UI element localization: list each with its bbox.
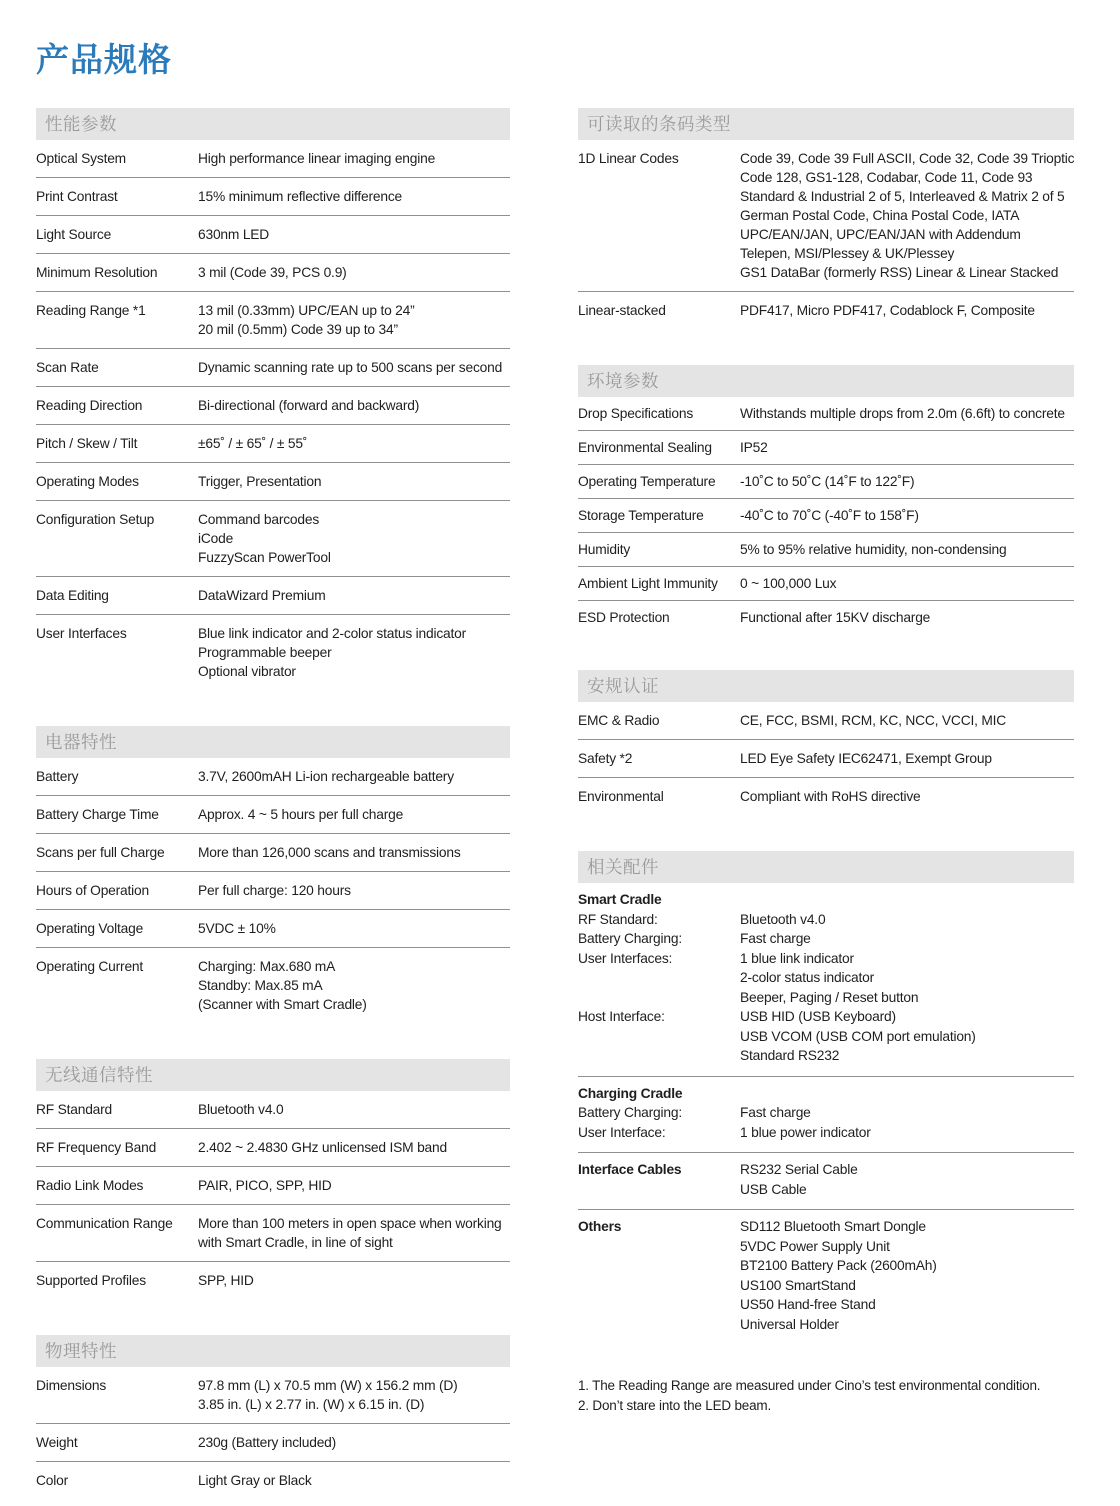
section-heading: 性能参数 xyxy=(36,108,510,140)
spec-value-line: Telepen, MSI/Plessey & UK/Plessey xyxy=(740,246,955,261)
accessory-value xyxy=(740,890,1074,910)
spec-value-line: with Smart Cradle, in line of sight xyxy=(198,1235,393,1250)
spec-value-line: 3 mil (Code 39, PCS 0.9) xyxy=(198,265,347,280)
accessory-block-interface-cables xyxy=(578,1152,1074,1209)
accessory-value: RS232 Serial Cable xyxy=(740,1162,858,1177)
spec-row-label: Communication Range xyxy=(36,1216,173,1231)
spec-row-value xyxy=(740,438,1074,457)
accessory-label xyxy=(578,1295,740,1315)
spec-row-value xyxy=(740,301,1074,320)
spec-value-line: (Scanner with Smart Cradle) xyxy=(198,997,367,1012)
spec-row xyxy=(578,777,1074,815)
spec-value-line: Withstands multiple drops from 2.0m (6.6ft) to concrete xyxy=(740,406,1065,421)
spec-row xyxy=(578,600,1074,634)
spec-row xyxy=(36,424,510,462)
footnotes xyxy=(578,1376,1074,1416)
spec-columns xyxy=(36,108,1120,1499)
spec-row xyxy=(578,464,1074,498)
spec-value-line: 5VDC ± 10% xyxy=(198,921,276,936)
spec-row xyxy=(578,291,1074,329)
spec-row-value xyxy=(198,957,510,1014)
spec-row xyxy=(36,758,510,795)
spec-row-value xyxy=(740,506,1074,525)
spec-rows xyxy=(36,758,510,1023)
accessory-block-others xyxy=(578,1209,1074,1344)
accessory-label: Smart Cradle xyxy=(578,892,662,907)
section-electrical xyxy=(36,726,510,1023)
accessory-line xyxy=(578,1217,1074,1237)
spec-row-label: Color xyxy=(36,1473,68,1488)
spec-value-line: More than 100 meters in open space when working xyxy=(198,1216,502,1231)
spec-row xyxy=(36,140,510,177)
spec-row-value xyxy=(740,404,1074,423)
spec-value-line: Trigger, Presentation xyxy=(198,474,322,489)
spec-row-label: Reading Direction xyxy=(36,398,143,413)
accessory-value: US50 Hand-free Stand xyxy=(740,1297,876,1312)
section-physical xyxy=(36,1335,510,1499)
accessory-line xyxy=(578,1237,1074,1257)
spec-row-value xyxy=(198,881,510,900)
spec-row-value xyxy=(198,510,510,567)
spec-row xyxy=(578,397,1074,430)
section-performance xyxy=(36,108,510,690)
spec-value-line: Per full charge: 120 hours xyxy=(198,883,351,898)
accessory-value: USB HID (USB Keyboard) xyxy=(740,1009,896,1024)
spec-value-line: Programmable beeper xyxy=(198,645,332,660)
spec-row-value xyxy=(198,1433,510,1452)
spec-row xyxy=(36,614,510,690)
spec-value-line: -10˚C to 50˚C (14˚F to 122˚F) xyxy=(740,474,915,489)
section-accessories xyxy=(578,851,1074,1344)
spec-row-label: Pitch / Skew / Tilt xyxy=(36,436,138,451)
spec-row-label: Hours of Operation xyxy=(36,883,149,898)
spec-row-label: Battery xyxy=(36,769,79,784)
accessory-block-smart-cradle xyxy=(578,883,1074,1076)
spec-value-line: Compliant with RoHS directive xyxy=(740,789,921,804)
accessory-line xyxy=(578,1103,1074,1123)
spec-value-line: 20 mil (0.5mm) Code 39 up to 34” xyxy=(198,322,398,337)
accessory-line xyxy=(578,1180,1074,1200)
spec-row-value xyxy=(740,608,1074,627)
spec-value-line: Optional vibrator xyxy=(198,664,296,679)
accessory-label: RF Standard: xyxy=(578,911,658,927)
accessory-line xyxy=(578,968,1074,988)
accessory-label xyxy=(578,1276,740,1296)
accessory-label xyxy=(578,1256,740,1276)
spec-row xyxy=(36,947,510,1023)
spec-rows xyxy=(578,397,1074,634)
spec-value-line: High performance linear imaging engine xyxy=(198,151,436,166)
accessory-line xyxy=(578,1007,1074,1027)
accessory-value: Fast charge xyxy=(740,1105,811,1120)
spec-value-line: Bi-directional (forward and backward) xyxy=(198,398,420,413)
spec-row-value xyxy=(198,225,510,244)
spec-value-line: 630nm LED xyxy=(198,227,270,242)
accessory-line xyxy=(578,1256,1074,1276)
spec-row-value xyxy=(198,358,510,377)
spec-row-label: Light Source xyxy=(36,227,112,242)
spec-row-label: Environmental xyxy=(578,789,664,804)
spec-row xyxy=(36,1091,510,1128)
spec-row-label: Data Editing xyxy=(36,588,109,603)
spec-row-label: Battery Charge Time xyxy=(36,807,159,822)
section-wireless xyxy=(36,1059,510,1299)
page-title: 产品规格 xyxy=(36,41,172,78)
accessory-value: 2-color status indicator xyxy=(740,970,874,985)
accessory-line xyxy=(578,1027,1074,1047)
spec-value-line: FuzzyScan PowerTool xyxy=(198,550,331,565)
spec-value-line: DataWizard Premium xyxy=(198,588,326,603)
spec-value-line: ±65˚ / ± 65˚ / ± 55˚ xyxy=(198,436,308,451)
accessory-label xyxy=(578,988,740,1008)
footnote-line: 2. Don’t stare into the LED beam. xyxy=(578,1398,772,1413)
spec-value-line: 15% minimum reflective difference xyxy=(198,189,403,204)
spec-value-line: Code 39, Code 39 Full ASCII, Code 32, Code 39 Trioptic xyxy=(740,151,1075,166)
spec-rows xyxy=(36,1367,510,1499)
spec-row-value xyxy=(198,396,510,415)
spec-value-line: Standard & Industrial 2 of 5, Interleaved & Matrix 2 of 5 xyxy=(740,189,1065,204)
spec-row xyxy=(578,532,1074,566)
spec-row-label: Supported Profiles xyxy=(36,1273,146,1288)
spec-row xyxy=(36,177,510,215)
spec-row xyxy=(36,871,510,909)
spec-value-line: Command barcodes xyxy=(198,512,320,527)
accessory-line xyxy=(578,949,1074,969)
spec-row-value xyxy=(198,434,510,453)
accessory-line xyxy=(578,1123,1074,1143)
spec-row xyxy=(36,1367,510,1423)
spec-value-line: SPP, HID xyxy=(198,1273,254,1288)
spec-row-value xyxy=(198,919,510,938)
spec-row-value xyxy=(198,767,510,786)
section-certifications xyxy=(578,670,1074,815)
spec-row-label: Ambient Light Immunity xyxy=(578,576,718,591)
spec-row xyxy=(578,566,1074,600)
spec-row xyxy=(36,1423,510,1461)
accessory-line xyxy=(578,929,1074,949)
spec-value-line: PDF417, Micro PDF417, Codablock F, Composite xyxy=(740,303,1035,318)
spec-row-label: 1D Linear Codes xyxy=(578,151,679,166)
accessory-label xyxy=(578,1237,740,1257)
spec-value-line: UPC/EAN/JAN, UPC/EAN/JAN with Addendum xyxy=(740,227,1021,242)
accessory-line xyxy=(578,1295,1074,1315)
spec-row xyxy=(36,1128,510,1166)
spec-row-label: Operating Temperature xyxy=(578,474,716,489)
spec-row-label: Print Contrast xyxy=(36,189,118,204)
accessory-label: User Interface: xyxy=(578,1124,666,1140)
spec-row-label: Scan Rate xyxy=(36,360,99,375)
section-heading: 可读取的条码类型 xyxy=(578,108,1074,140)
spec-row-value xyxy=(198,301,510,339)
spec-row-value xyxy=(198,1471,510,1490)
spec-row-label: Storage Temperature xyxy=(578,508,704,523)
spec-rows xyxy=(578,702,1074,815)
accessory-label xyxy=(578,1046,740,1066)
accessory-block-charging-cradle xyxy=(578,1076,1074,1153)
spec-row xyxy=(36,215,510,253)
accessory-line xyxy=(578,910,1074,930)
spec-value-line: 5% to 95% relative humidity, non-condensing xyxy=(740,542,1007,557)
spec-row-value xyxy=(198,805,510,824)
accessory-value xyxy=(740,1084,1074,1104)
spec-value-line: LED Eye Safety IEC62471, Exempt Group xyxy=(740,751,992,766)
left-column xyxy=(36,108,510,1499)
spec-row-label: EMC & Radio xyxy=(578,713,660,728)
spec-row-value xyxy=(740,472,1074,491)
spec-row-label: RF Frequency Band xyxy=(36,1140,157,1155)
spec-value-line: 230g (Battery included) xyxy=(198,1435,337,1450)
spec-row-label: Optical System xyxy=(36,151,126,166)
accessory-line xyxy=(578,988,1074,1008)
accessory-label: Battery Charging: xyxy=(578,931,682,946)
spec-row xyxy=(36,291,510,348)
accessory-value: 1 blue link indicator xyxy=(740,950,854,966)
spec-row-label: Operating Current xyxy=(36,959,144,974)
accessory-value: USB VCOM (USB COM port emulation) xyxy=(740,1028,976,1044)
accessory-value: SD112 Bluetooth Smart Dongle xyxy=(740,1219,926,1234)
spec-row-label: Operating Modes xyxy=(36,474,139,489)
spec-row xyxy=(578,430,1074,464)
accessory-value: Universal Holder xyxy=(740,1316,839,1332)
accessory-label: Charging Cradle xyxy=(578,1085,683,1101)
spec-row xyxy=(36,1461,510,1499)
spec-row-value xyxy=(740,787,1074,806)
spec-row xyxy=(36,833,510,871)
spec-row-value xyxy=(198,1176,510,1195)
spec-row xyxy=(36,462,510,500)
spec-row-label: Configuration Setup xyxy=(36,512,155,527)
section-heading: 安规认证 xyxy=(578,670,1074,702)
spec-row-value xyxy=(198,586,510,605)
spec-row-value xyxy=(740,749,1074,768)
section-heading: 环境参数 xyxy=(578,365,1074,397)
spec-row-label: Environmental Sealing xyxy=(578,440,712,455)
spec-row-label: Scans per full Charge xyxy=(36,845,165,860)
spec-row-label: User Interfaces xyxy=(36,626,127,641)
accessory-value: Standard RS232 xyxy=(740,1048,840,1063)
spec-row-value xyxy=(198,263,510,282)
spec-row-value xyxy=(198,149,510,168)
section-environment xyxy=(578,365,1074,634)
accessory-value: 1 blue power indicator xyxy=(740,1124,871,1140)
spec-row xyxy=(578,498,1074,532)
spec-value-line: CE, FCC, BSMI, RCM, KC, NCC, VCCI, MIC xyxy=(740,713,1007,728)
accessory-label: Battery Charging: xyxy=(578,1105,682,1120)
accessory-value: USB Cable xyxy=(740,1181,807,1197)
spec-row-value xyxy=(198,1138,510,1157)
right-column xyxy=(578,108,1074,1416)
spec-row-value xyxy=(198,843,510,862)
spec-row xyxy=(36,500,510,576)
accessory-value: BT2100 Battery Pack (2600mAh) xyxy=(740,1258,937,1273)
accessory-label: User Interfaces: xyxy=(578,950,673,966)
spec-row xyxy=(36,576,510,614)
spec-value-line: 2.402 ~ 2.4830 GHz unlicensed ISM band xyxy=(198,1140,447,1155)
spec-value-line: 97.8 mm (L) x 70.5 mm (W) x 156.2 mm (D) xyxy=(198,1378,458,1393)
accessory-line xyxy=(578,1084,1074,1104)
spec-rows xyxy=(36,140,510,690)
accessory-line xyxy=(578,1160,1074,1180)
spec-value-line: Dynamic scanning rate up to 500 scans per second xyxy=(198,360,503,375)
footnote-line: 1. The Reading Range are measured under Cino’s test environmental condition. xyxy=(578,1378,1041,1393)
spec-row-value xyxy=(198,1214,510,1252)
spec-value-line: -40˚C to 70˚C (-40˚F to 158˚F) xyxy=(740,508,919,523)
spec-row-label: Minimum Resolution xyxy=(36,265,158,280)
accessory-line xyxy=(578,1276,1074,1296)
spec-row xyxy=(36,1166,510,1204)
accessory-label: Interface Cables xyxy=(578,1162,682,1177)
accessory-label xyxy=(578,1180,740,1200)
section-heading: 无线通信特性 xyxy=(36,1059,510,1091)
spec-row xyxy=(36,795,510,833)
spec-row xyxy=(578,702,1074,739)
spec-row-value xyxy=(198,1100,510,1119)
spec-rows xyxy=(578,140,1074,329)
spec-row-label: Drop Specifications xyxy=(578,406,694,421)
spec-value-line: Approx. 4 ~ 5 hours per full charge xyxy=(198,807,404,822)
spec-value-line: Code 128, GS1-128, Codabar, Code 11, Code 93 xyxy=(740,170,1033,185)
spec-value-line: Light Gray or Black xyxy=(198,1473,312,1488)
spec-row xyxy=(578,739,1074,777)
spec-value-line: PAIR, PICO, SPP, HID xyxy=(198,1178,332,1193)
accessory-line xyxy=(578,890,1074,910)
accessory-value: 5VDC Power Supply Unit xyxy=(740,1238,890,1254)
spec-row-label: Safety *2 xyxy=(578,751,633,766)
spec-row-value xyxy=(198,1271,510,1290)
spec-value-line: 3.7V, 2600mAH Li-ion rechargeable battery xyxy=(198,769,454,784)
spec-row-label: ESD Protection xyxy=(578,610,670,625)
accessory-label xyxy=(578,1315,740,1335)
spec-row-label: Weight xyxy=(36,1435,78,1450)
section-heading: 相关配件 xyxy=(578,851,1074,883)
spec-value-line: 3.85 in. (L) x 2.77 in. (W) x 6.15 in. (D) xyxy=(198,1397,425,1412)
spec-value-line: Functional after 15KV discharge xyxy=(740,610,931,625)
spec-value-line: Blue link indicator and 2-color status indicator xyxy=(198,626,467,641)
spec-value-line: German Postal Code, China Postal Code, IATA xyxy=(740,208,1020,223)
accessory-value: US100 SmartStand xyxy=(740,1277,856,1293)
spec-value-line: IP52 xyxy=(740,440,768,455)
accessory-label: Host Interface: xyxy=(578,1009,665,1024)
spec-row-value xyxy=(198,472,510,491)
accessory-value: Beeper, Paging / Reset button xyxy=(740,989,919,1005)
accessory-label xyxy=(578,1027,740,1047)
accessory-line xyxy=(578,1315,1074,1335)
spec-rows xyxy=(36,1091,510,1299)
spec-row-label: Dimensions xyxy=(36,1378,107,1393)
spec-row-value xyxy=(740,149,1074,282)
spec-row-value xyxy=(198,1376,510,1414)
spec-row-label: Operating Voltage xyxy=(36,921,144,936)
spec-row-value xyxy=(740,711,1074,730)
spec-row-label: Linear-stacked xyxy=(578,303,666,318)
spec-value-line: 13 mil (0.33mm) UPC/EAN up to 24” xyxy=(198,303,415,318)
spec-row xyxy=(36,909,510,947)
spec-value-line: Standby: Max.85 mA xyxy=(198,978,323,993)
accessory-value: Fast charge xyxy=(740,931,811,946)
spec-row-value xyxy=(198,624,510,681)
spec-value-line: GS1 DataBar (formerly RSS) Linear & Linear Stacked xyxy=(740,265,1059,280)
spec-value-line: Charging: Max.680 mA xyxy=(198,959,336,974)
spec-row xyxy=(36,1261,510,1299)
accessory-line xyxy=(578,1046,1074,1066)
spec-row-value xyxy=(198,187,510,206)
section-heading: 电器特性 xyxy=(36,726,510,758)
spec-row-value xyxy=(740,540,1074,559)
accessory-value: Bluetooth v4.0 xyxy=(740,911,826,927)
spec-row xyxy=(36,386,510,424)
spec-value-line: More than 126,000 scans and transmissions xyxy=(198,845,461,860)
spec-row-label: Radio Link Modes xyxy=(36,1178,144,1193)
spec-value-line: Bluetooth v4.0 xyxy=(198,1102,284,1117)
section-heading: 物理特性 xyxy=(36,1335,510,1367)
accessory-label: Others xyxy=(578,1219,622,1234)
spec-row-value xyxy=(740,574,1074,593)
spec-row xyxy=(36,253,510,291)
accessory-label xyxy=(578,968,740,988)
spec-row xyxy=(36,1204,510,1261)
spec-row xyxy=(578,140,1074,291)
spec-row-label: RF Standard xyxy=(36,1102,113,1117)
spec-row-label: Humidity xyxy=(578,542,631,557)
spec-value-line: iCode xyxy=(198,531,234,546)
spec-row xyxy=(36,348,510,386)
spec-value-line: 0 ~ 100,000 Lux xyxy=(740,576,837,591)
spec-row-label: Reading Range *1 xyxy=(36,303,146,318)
section-barcode-types xyxy=(578,108,1074,329)
